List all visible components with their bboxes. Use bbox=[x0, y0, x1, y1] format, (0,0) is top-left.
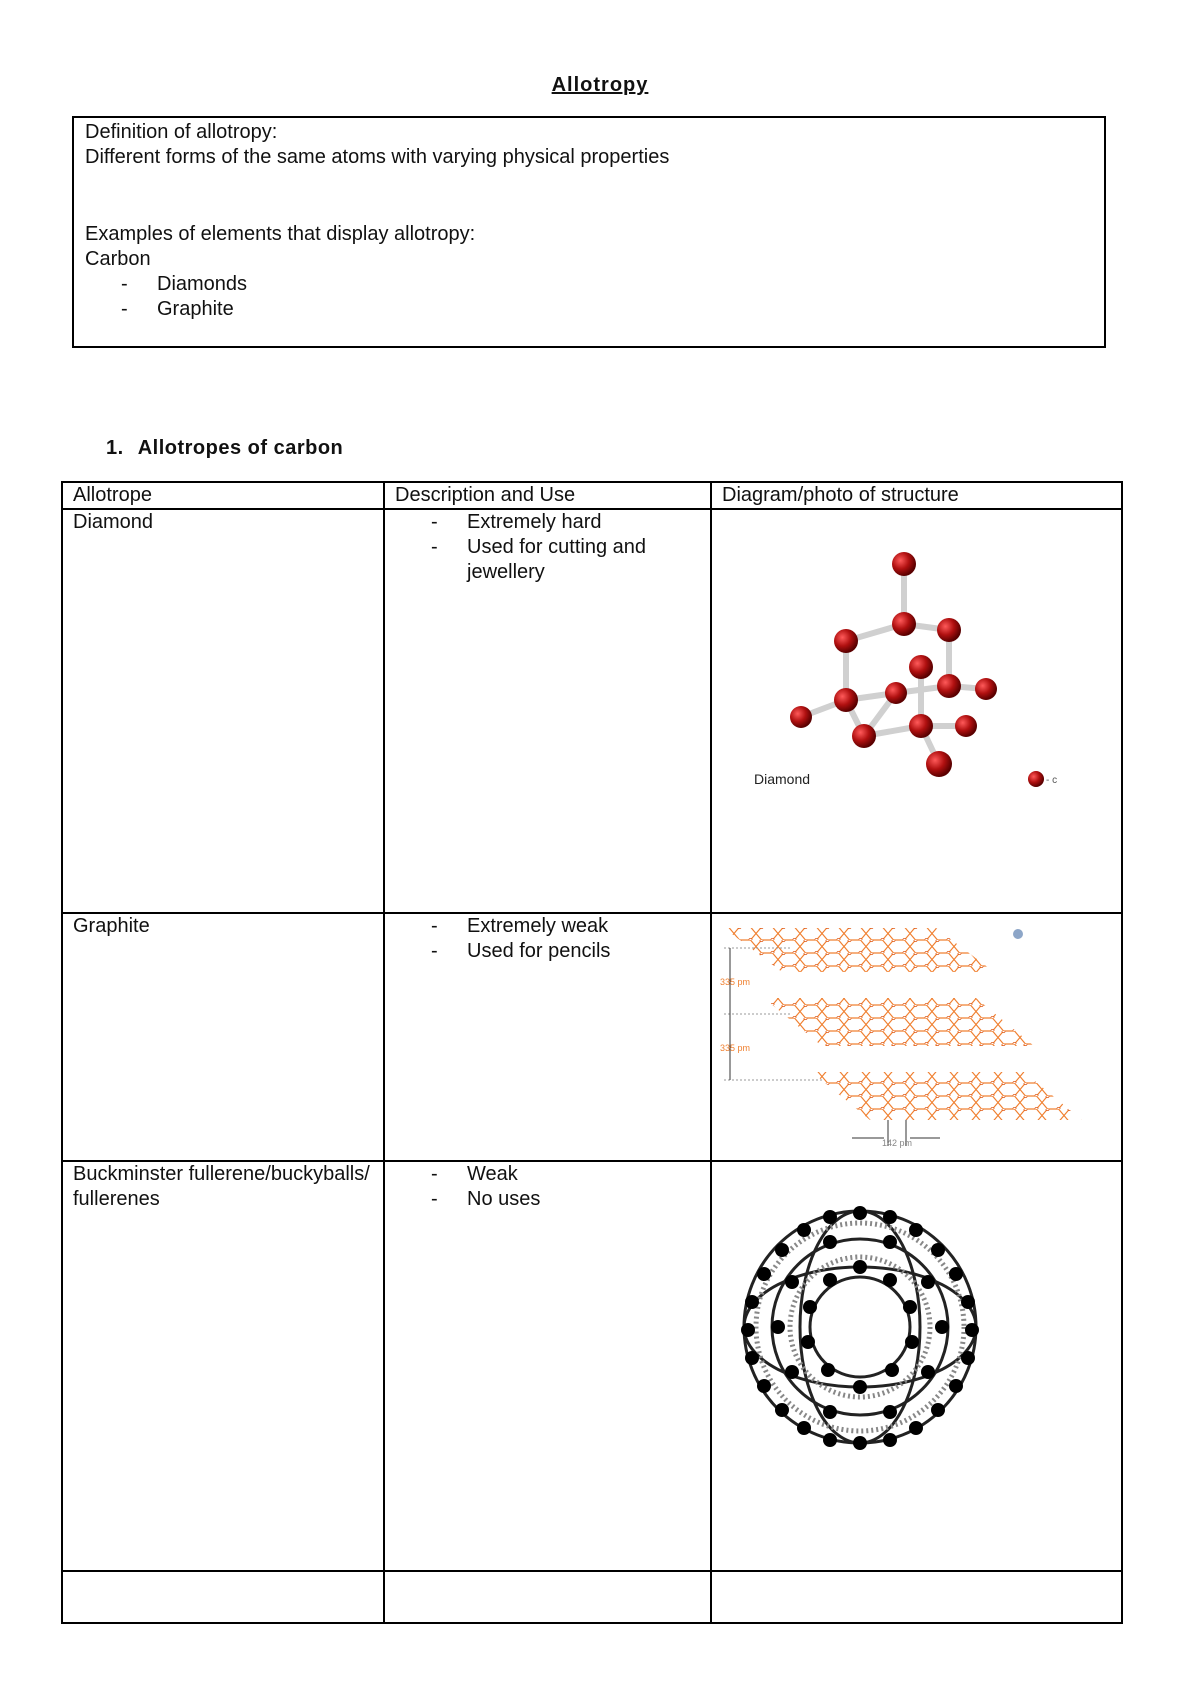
allotrope-name: Diamond bbox=[62, 509, 384, 913]
description-cell bbox=[384, 1161, 711, 1571]
allotrope-name: Graphite bbox=[62, 913, 384, 1161]
table-row bbox=[62, 913, 1122, 1161]
diamond-structure-diagram bbox=[712, 510, 1119, 910]
table-row bbox=[62, 1161, 1122, 1571]
description-cell bbox=[384, 913, 711, 1161]
list-item: - Diamonds bbox=[121, 273, 248, 295]
empty-cell bbox=[62, 1571, 384, 1623]
diagram-cell bbox=[711, 1161, 1122, 1571]
description-cell bbox=[384, 509, 711, 913]
example-element: Carbon bbox=[85, 248, 151, 270]
diagram-cell bbox=[711, 509, 1122, 913]
list-item: - Used for pencils bbox=[431, 940, 611, 962]
diamond-key: - c bbox=[1046, 775, 1058, 786]
header-description: Description and Use bbox=[384, 482, 711, 509]
list-item: - Extremely weak bbox=[431, 915, 609, 937]
header-diagram: Diagram/photo of structure bbox=[711, 482, 1122, 509]
list-item: - No uses bbox=[431, 1188, 541, 1210]
page-title: Allotropy bbox=[551, 74, 649, 96]
list-item: - Used for cutting and jewellery bbox=[431, 536, 646, 583]
graphite-structure-diagram bbox=[712, 914, 1119, 1158]
graphite-spacing-1: 335 pm bbox=[720, 977, 751, 987]
empty-cell bbox=[384, 1571, 711, 1623]
graphite-spacing-2: 335 pm bbox=[720, 1043, 751, 1053]
fullerene-structure-diagram bbox=[712, 1162, 1119, 1568]
diagram-cell bbox=[711, 913, 1122, 1161]
definition-box bbox=[72, 116, 1106, 348]
allotropes-table bbox=[61, 481, 1123, 1624]
list-item: - Graphite bbox=[121, 298, 234, 320]
allotrope-name: Buckminster fullerene/buckyballs/fullerenes bbox=[62, 1161, 384, 1571]
empty-cell bbox=[711, 1571, 1122, 1623]
list-item: - Weak bbox=[431, 1163, 518, 1185]
definition-text: Different forms of the same atoms with varying physical properties bbox=[85, 146, 670, 168]
graphite-bond-length: 142 pm bbox=[882, 1138, 913, 1148]
section-heading: 1. Allotropes of carbon bbox=[106, 437, 344, 459]
examples-heading: Examples of elements that display allotropy: bbox=[85, 223, 476, 245]
definition-heading: Definition of allotropy: bbox=[85, 121, 278, 143]
table-row bbox=[62, 509, 1122, 913]
table-row bbox=[62, 1571, 1122, 1623]
diamond-label: Diamond bbox=[754, 771, 811, 787]
header-allotrope: Allotrope bbox=[62, 482, 384, 509]
table-header-row bbox=[62, 482, 1122, 509]
list-item: - Extremely hard bbox=[431, 511, 602, 533]
